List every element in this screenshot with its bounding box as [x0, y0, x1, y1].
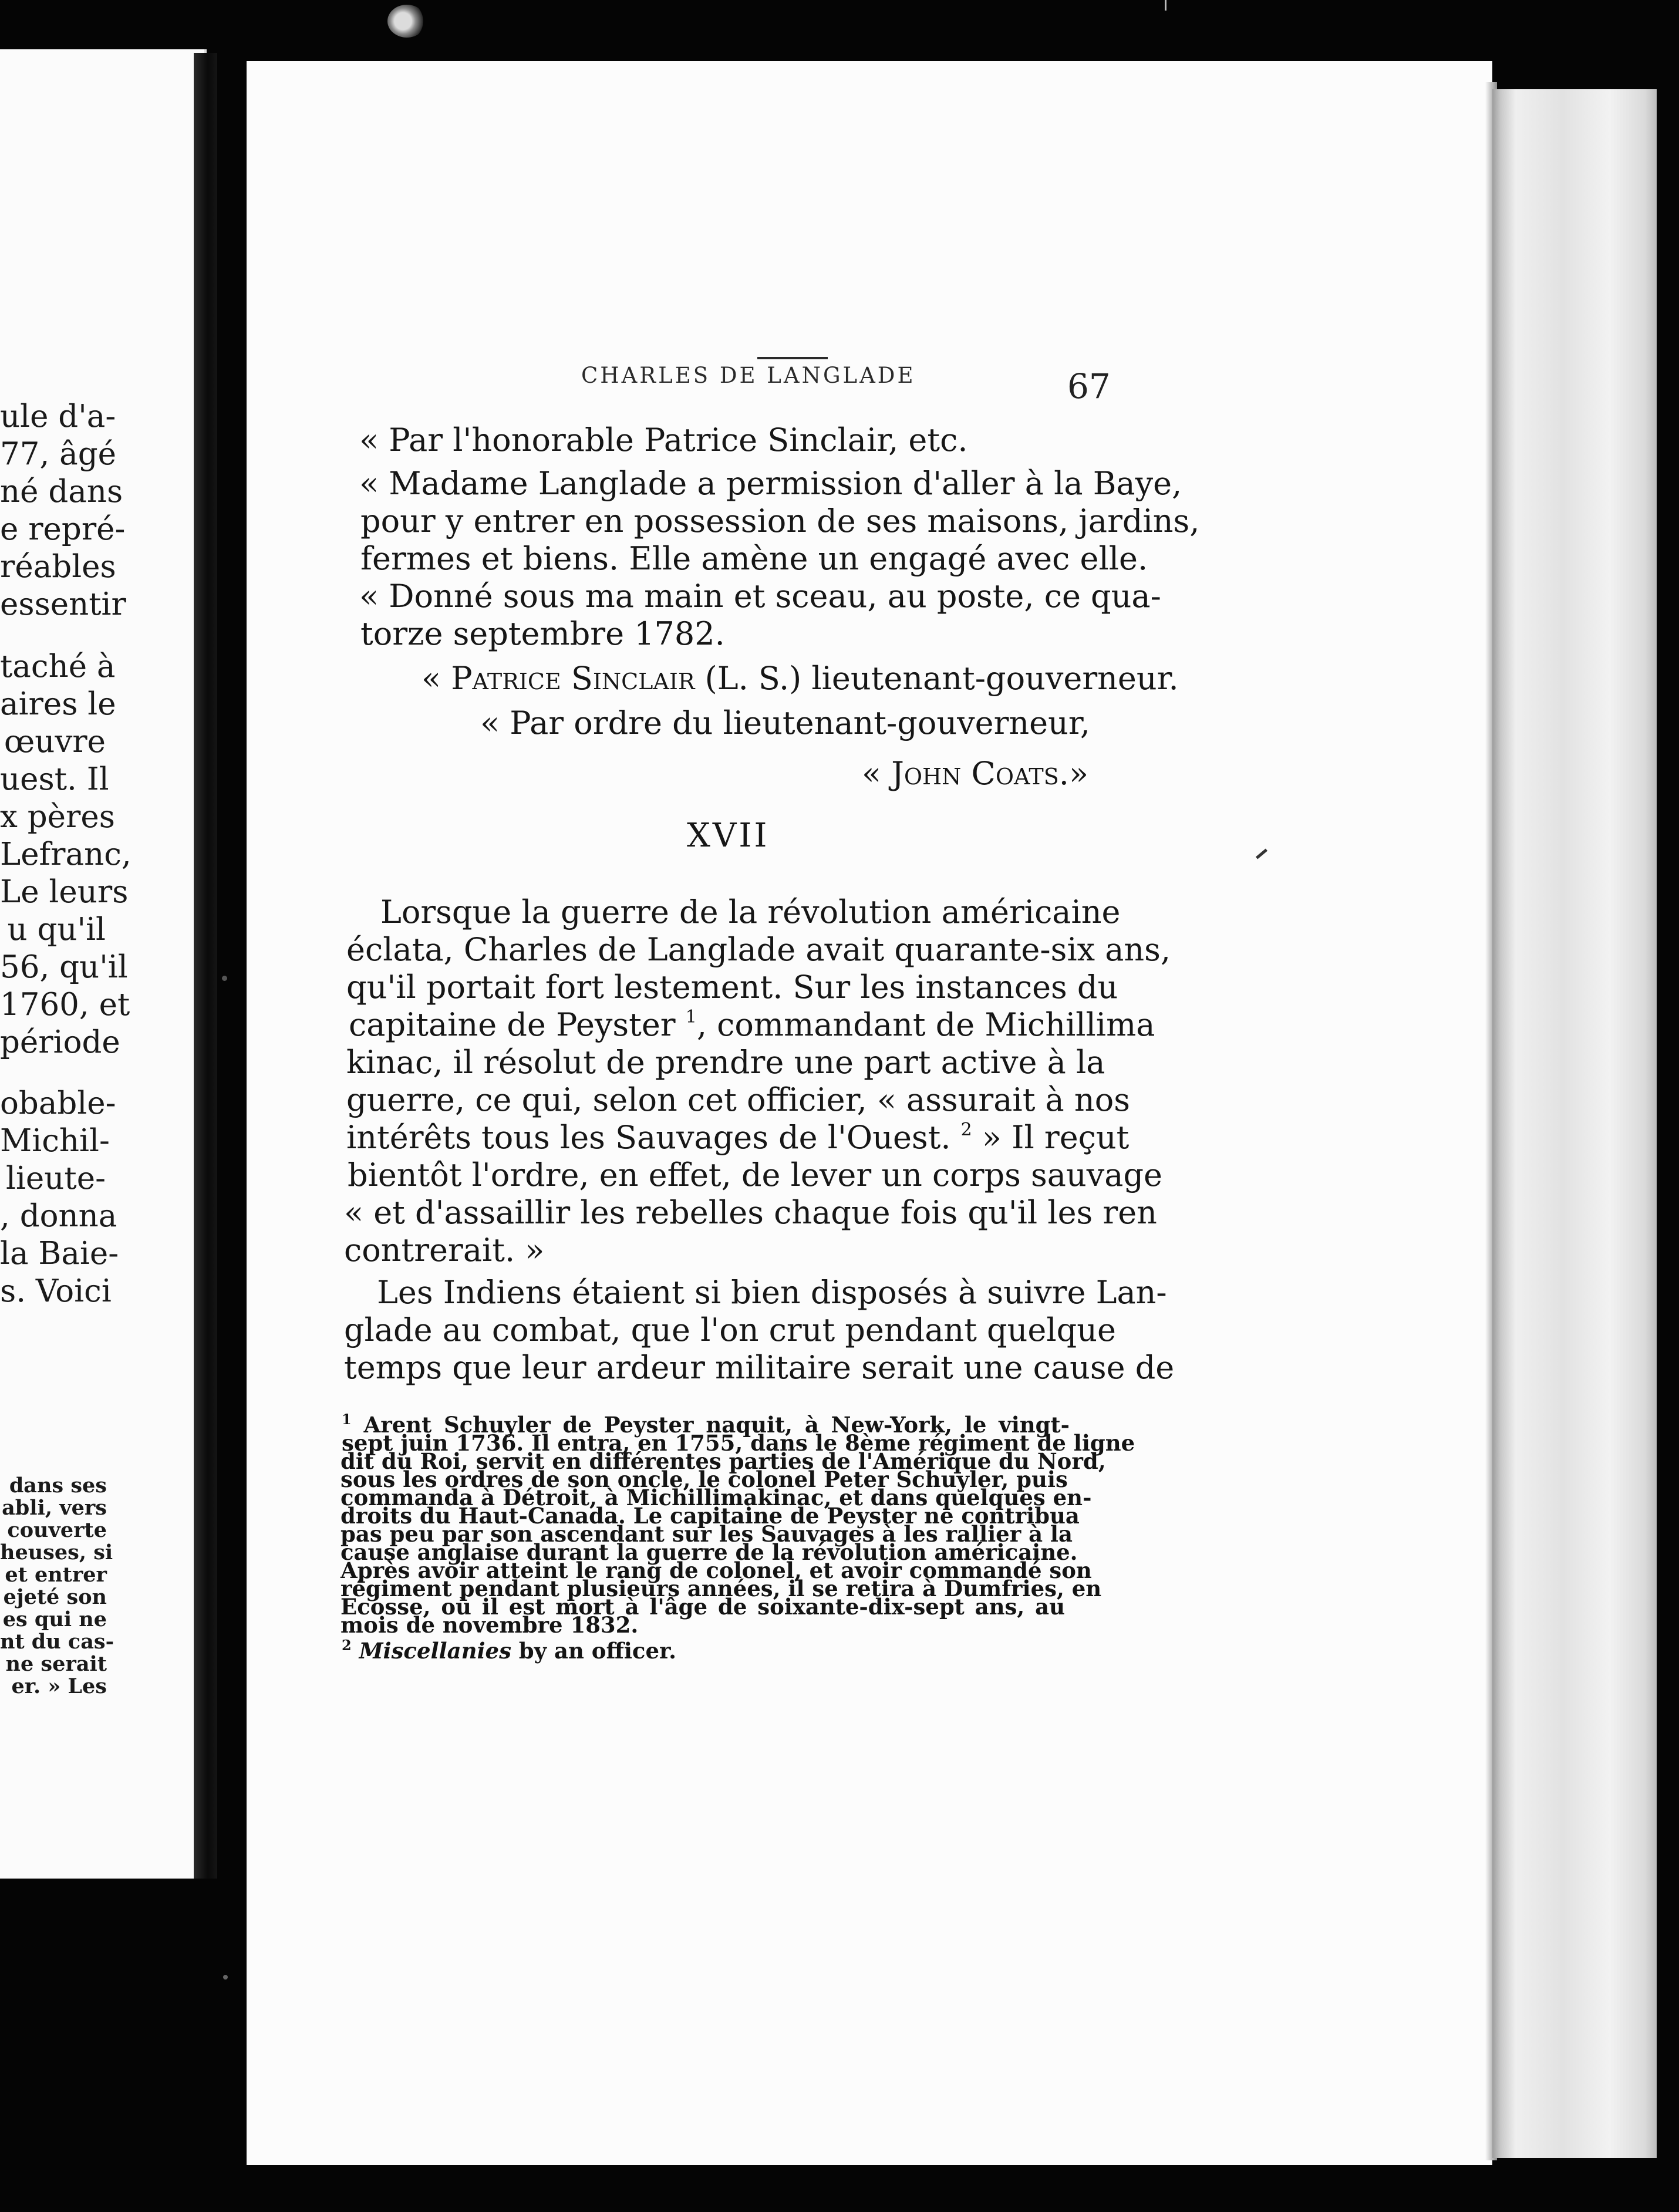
- text-run: by an officer.: [511, 1638, 676, 1664]
- letter-line: « Par l'honorable Patrice Sinclair, etc.: [359, 422, 968, 458]
- letter-line: « Madame Langlade a permission d'aller à la Baye,: [359, 465, 1182, 502]
- running-title: CHARLES DE LANGLADE: [581, 363, 916, 388]
- footnote-1-line: commanda à Détroit, à Michillimakinac, et dans quelques en-: [340, 1485, 1092, 1510]
- paragraph-line: contrerait. »: [344, 1232, 545, 1269]
- speck: [222, 976, 227, 981]
- footnote-1-line: Ecosse, où il est mort à l'âge de soixante-dix-sept ans, au: [340, 1594, 1065, 1620]
- letter-line: fermes et biens. Elle amène un engagé avec elle.: [360, 540, 1148, 577]
- left-page-footnote-line: ejeté son: [3, 1585, 107, 1609]
- left-page-line: période: [0, 1024, 120, 1060]
- speck: [223, 1975, 228, 1980]
- footnote-marker-2: 2: [342, 1637, 352, 1654]
- left-page-footnote-line: couverte: [7, 1518, 107, 1542]
- footnote-1-line: sous les ordres de son oncle, le colonel Peter Schuyler, puis: [340, 1466, 1068, 1492]
- signature-coats: [862, 755, 1088, 793]
- paragraph-line: glade au combat, que l'on crut pendant quelque: [344, 1311, 1116, 1348]
- footnote-1-line: dit du Roi, servit en différentes parties de l'Amérique du Nord,: [340, 1448, 1106, 1474]
- signer-name: Patrice Sinclair: [451, 660, 695, 697]
- footnote-1-line: pas peu par son ascendant sur les Sauvages à les rallier à la: [340, 1521, 1073, 1547]
- left-page-line: lieute-: [6, 1161, 106, 1196]
- header-rule: [757, 357, 828, 359]
- footnote-2-line: [342, 1637, 676, 1664]
- left-page-line: 56, qu'il: [0, 949, 128, 985]
- paragraph-line: « et d'assaillir les rebelles chaque fois qu'il les ren: [344, 1194, 1157, 1231]
- paragraph-line: [346, 1119, 1130, 1156]
- quote-mark: »: [1068, 755, 1088, 792]
- left-page-line: 1760, et: [0, 987, 130, 1023]
- paragraph-line: éclata, Charles de Langlade avait quarante-six ans,: [346, 931, 1171, 968]
- left-page-line: Le leurs: [0, 874, 129, 910]
- paragraph-line: kinac, il résolut de prendre une part active à la: [346, 1044, 1105, 1081]
- paragraph-line: temps que leur ardeur militaire serait une cause de: [344, 1349, 1175, 1386]
- paragraph-line: Les Indiens étaient si bien disposés à suivre Lan-: [377, 1274, 1167, 1311]
- paragraph-line: bientôt l'ordre, en effet, de lever un corps sauvage: [348, 1156, 1162, 1193]
- left-page-footnote-line: es qui ne: [2, 1607, 107, 1631]
- footnote-ref-1: 1: [685, 1007, 697, 1027]
- page-number: 67: [1067, 366, 1111, 406]
- footnote-1-line: mois de novembre 1832.: [340, 1612, 639, 1638]
- left-page-footnote-line: et entrer: [5, 1563, 107, 1587]
- left-page-line: u qu'il: [7, 912, 106, 947]
- book-gutter: [194, 53, 217, 1879]
- left-page-line: x pères: [0, 799, 115, 835]
- text-run: , commandant de Michillima: [696, 1006, 1155, 1043]
- left-page-line: uest. Il: [0, 761, 109, 797]
- left-page-line: œuvre: [4, 724, 106, 760]
- page-block-edge: [1492, 89, 1657, 2158]
- left-page-line: essentir: [0, 586, 126, 622]
- left-page-line: s. Voici: [0, 1273, 112, 1309]
- left-page-line: Michil-: [0, 1123, 110, 1159]
- left-page-line: obable-: [0, 1085, 116, 1121]
- quote-mark: «: [422, 660, 451, 697]
- text-run: » Il reçut: [972, 1119, 1130, 1156]
- letter-line: « Donné sous ma main et sceau, au poste, ce qua-: [359, 578, 1161, 615]
- left-page-footnote-line: er. » Les: [11, 1674, 107, 1698]
- left-page-line: 77, âgé: [0, 436, 117, 472]
- footnote-1-line: droits du Haut-Canada. Le capitaine de Peyster ne contribua: [340, 1503, 1080, 1529]
- left-page-line: ule d'a-: [0, 399, 116, 434]
- left-page-line: né dans: [0, 474, 123, 510]
- paragraph-line: guerre, ce qui, selon cet officier, « assurait à nos: [346, 1081, 1130, 1118]
- left-page-footnote-line: nt du cas-: [0, 1630, 114, 1654]
- signer-name: John Coats.: [891, 755, 1069, 792]
- left-page-line: taché à: [0, 649, 116, 684]
- footnote-1-line: sept juin 1736. Il entra, en 1755, dans le 8ème régiment de ligne: [342, 1430, 1135, 1456]
- footnote-marker-1: 1: [342, 1411, 352, 1428]
- footnote-1-line: cause anglaise durant la guerre de la révolution américaine.: [340, 1539, 1078, 1565]
- left-page-footnote-line: ne serait: [5, 1652, 107, 1676]
- text-run: capitaine de Peyster: [349, 1006, 686, 1043]
- text-run: Arent Schuyler de Peyster naquit, à New-York, le vingt-: [351, 1412, 1070, 1438]
- paragraph-line: [349, 1006, 1155, 1044]
- letter-line: pour y entrer en possession de ses maisons, jardins,: [360, 503, 1200, 539]
- paragraph-line: Lorsque la guerre de la révolution américaine: [380, 893, 1121, 930]
- left-page-line: , donna: [0, 1198, 117, 1234]
- quote-mark: «: [862, 755, 892, 792]
- left-page-fragment: [0, 49, 207, 1879]
- speck: [1165, 0, 1166, 11]
- left-page-line: réables: [0, 549, 116, 585]
- left-page-line: Lefranc,: [0, 837, 132, 872]
- ink-stain: [387, 5, 426, 38]
- footnote-1-line: Après avoir atteint le rang de colonel, et avoir commandé son: [340, 1557, 1092, 1583]
- order-line: « Par ordre du lieutenant-gouverneur,: [480, 704, 1090, 741]
- paragraph-line: qu'il portait fort lestement. Sur les instances du: [346, 969, 1118, 1006]
- left-page-line: e repré-: [0, 511, 126, 547]
- footnote-1-line: régiment pendant plusieurs années, il se retira à Dumfries, en: [340, 1576, 1102, 1601]
- left-page-footnote-line: heuses, si: [0, 1540, 113, 1564]
- left-page-footnote-line: dans ses: [9, 1473, 107, 1498]
- signature-sinclair: [422, 660, 1179, 697]
- text-run: intérêts tous les Sauvages de l'Ouest.: [346, 1119, 961, 1156]
- letter-line: torze septembre 1782.: [360, 615, 725, 652]
- footnote-ref-2: 2: [960, 1120, 972, 1140]
- left-page-line: la Baie-: [0, 1236, 119, 1272]
- signer-title: (L. S.) lieutenant-gouverneur.: [694, 660, 1179, 697]
- left-page-footnote-line: abli, vers: [2, 1496, 107, 1520]
- section-heading: XVII: [687, 817, 770, 855]
- left-page-line: aires le: [0, 686, 116, 722]
- cited-title: Miscellanies: [359, 1638, 511, 1664]
